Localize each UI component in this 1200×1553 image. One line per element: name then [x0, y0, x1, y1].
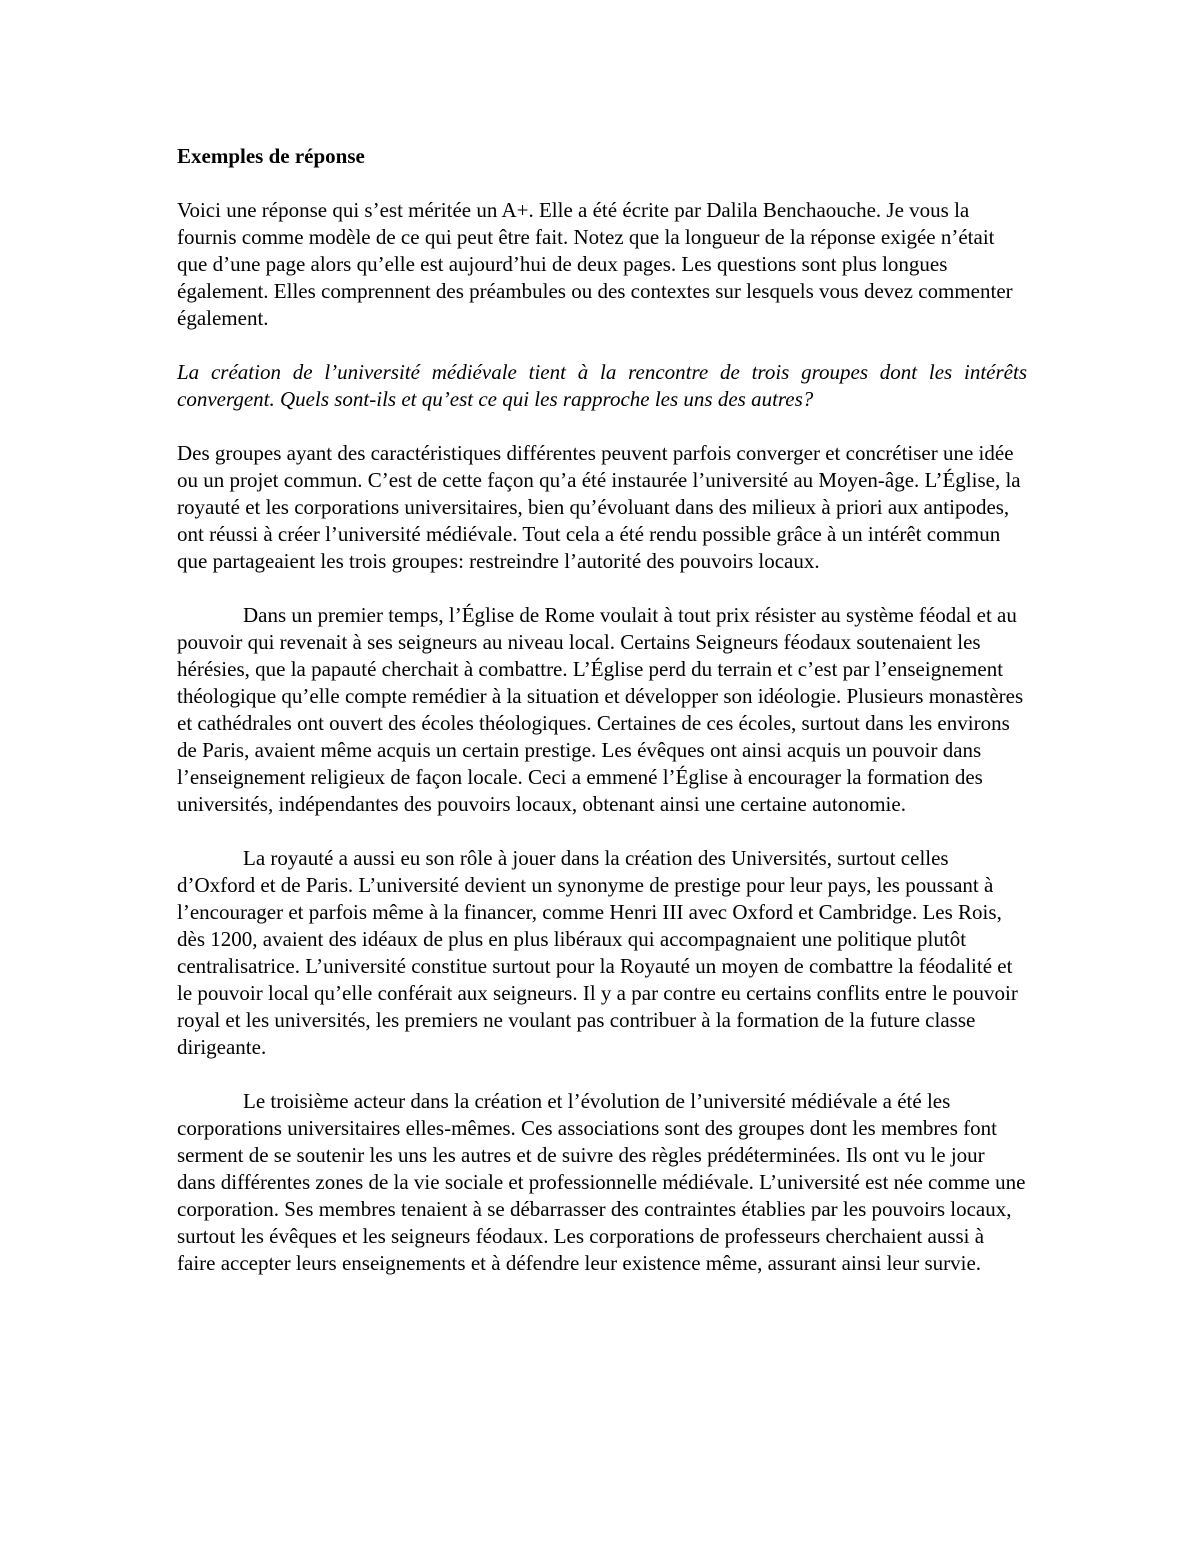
church-paragraph: Dans un premier temps, l’Église de Rome voulait à tout prix résister au système féodal et au pouvoir qui revenait à ses seigneurs au niveau local. Certains Seigneurs féodaux soutenaient les hérésies, que la papauté cherchait à combattre. L’Église perd du terrain et c’est par l’enseignement théologique qu’elle compte remédier à la situation et développer son idéologie. Plusieurs monastères et cathédrales ont ouvert des écoles théologiques. Certaines de ces écoles, surtout dans les environs de Paris, avaient même acquis un certain prestige. Les évêques ont ainsi acquis un pouvoir dans l’enseignement religieux de façon locale. Ceci a emmené l’Église à encourager la formation des universités, indépendantes des pouvoirs locaux, obtenant ainsi une certaine autonomie.: [177, 603, 1024, 816]
intro-paragraph: Voici une réponse qui s’est méritée un A+. Elle a été écrite par Dalila Benchaouche. Je vous la fournis comme modèle de ce qui peut être fait. Notez que la longueur de la réponse exigée n’était que d’une page alors qu’elle est aujourd’hui de deux pages. Les questions sont plus longues également. Elles comprennent des préambules ou des contextes sur lesquels vous devez commenter également.: [177, 198, 1013, 330]
document-heading: Exemples de réponse: [177, 144, 365, 168]
answer-intro-paragraph: Des groupes ayant des caractéristiques différentes peuvent parfois converger et concrétiser une idée ou un projet commun. C’est de cette façon qu’a été instaurée l’université au Moyen-âge. L’Église, la royauté et les corporations universitaires, bien qu’évoluant dans des milieux à priori aux antipodes, ont réussi à créer l’université médiévale. Tout cela a été rendu possible grâce à un intérêt commun que partageaient les trois groupes: restreindre l’autorité des pouvoirs locaux.: [177, 441, 1021, 573]
question-paragraph: La création de l’université médiévale tient à la rencontre de trois groupes dont les intérêts convergent. Quels sont-ils et qu’est ce qui les rapproche les uns des autres?: [177, 360, 1027, 411]
corporations-paragraph: Le troisième acteur dans la création et l’évolution de l’université médiévale a été les corporations universitaires elles-mêmes. Ces associations sont des groupes dont les membres font serment de se soutenir les uns les autres et de suivre des règles prédéterminées. Ils ont vu le jour dans différentes zones de la vie sociale et professionnelle médiévale. L’université est née comme une corporation. Ses membres tenaient à se débarrasser des contraintes établies par les pouvoirs locaux, surtout les évêques et les seigneurs féodaux. Les corporations de professeurs cherchaient aussi à faire accepter leurs enseignements et à défendre leur existence même, assurant ainsi leur survie.: [177, 1089, 1026, 1275]
royalty-paragraph: La royauté a aussi eu son rôle à jouer dans la création des Universités, surtout celles d’Oxford et de Paris. L’université devient un synonyme de prestige pour leur pays, les poussant à l’encourager et parfois même à la financer, comme Henri III avec Oxford et Cambridge. Les Rois, dès 1200, avaient des idéaux de plus en plus libéraux qui accompagnaient une politique plutôt centralisatrice. L’université constitue surtout pour la Royauté un moyen de combattre la féodalité et le pouvoir local qu’elle conférait aux seigneurs. Il y a par contre eu certains conflits entre le pouvoir royal et les universités, les premiers ne voulant pas contribuer à la formation de la future classe dirigeante.: [177, 846, 1018, 1059]
document-body: [177, 143, 1027, 1304]
